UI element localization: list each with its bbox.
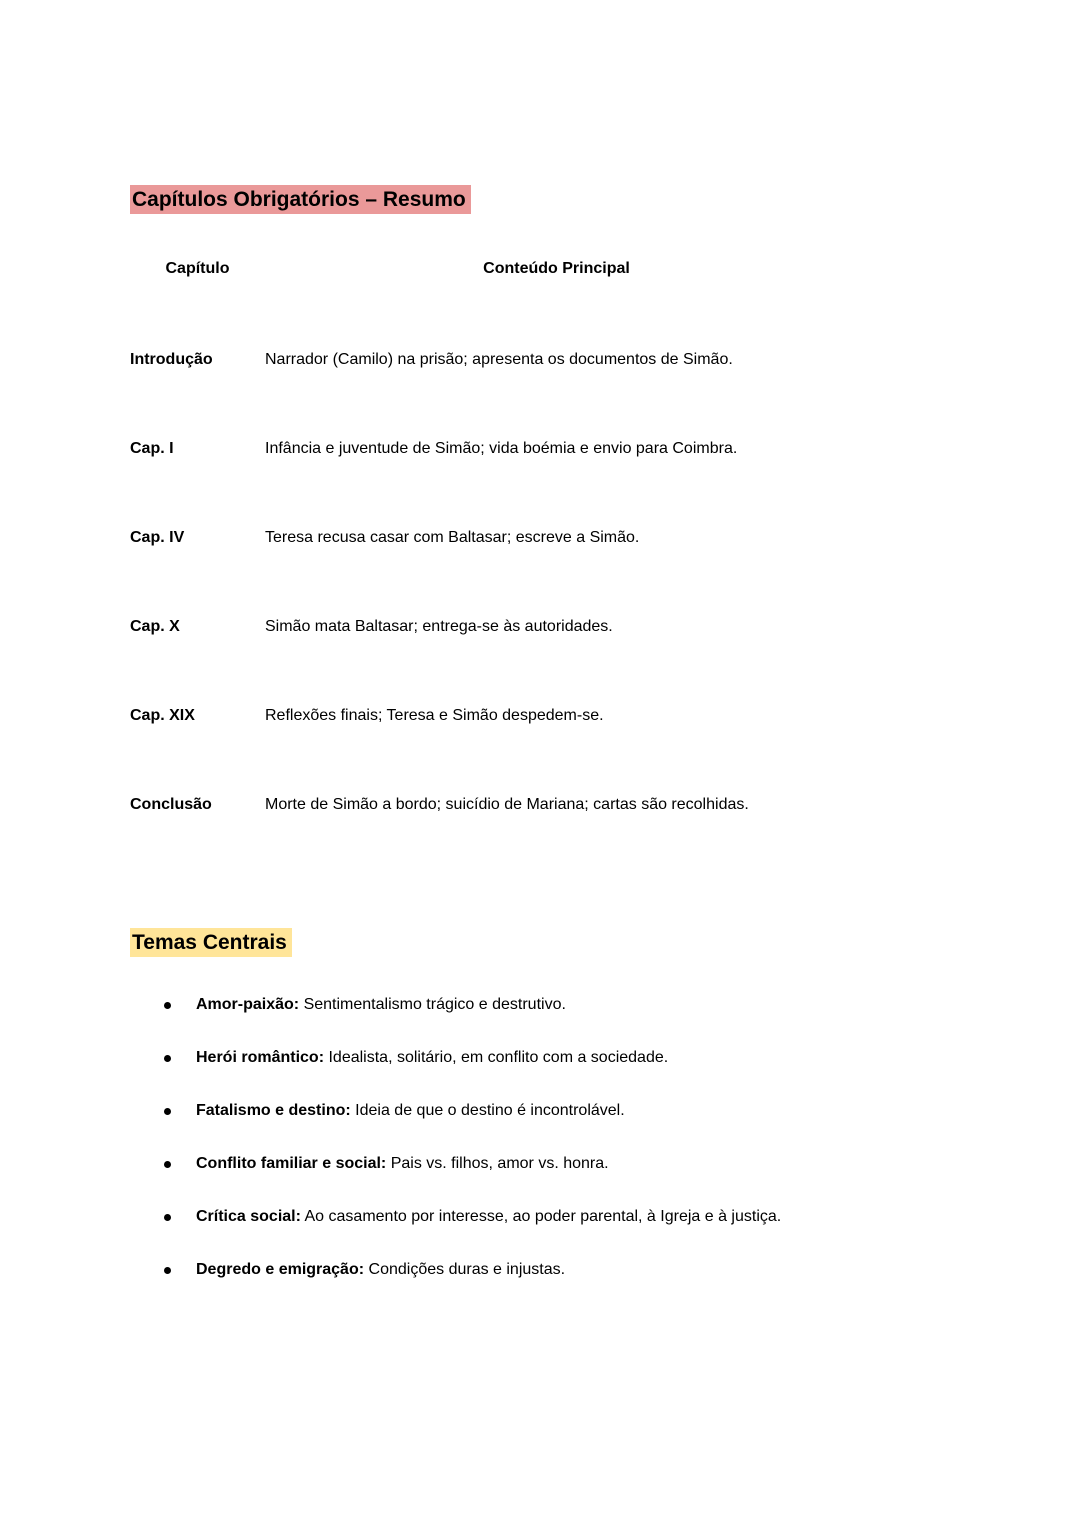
theme-text (196, 995, 566, 1015)
chapters-heading-text: Capítulos Obrigatórios – Resumo (130, 185, 471, 214)
theme-term: Degredo e emigração: (196, 1261, 365, 1278)
chapter-cell: Cap. XIX (130, 707, 195, 724)
chapter-cell: Conclusão (130, 796, 212, 813)
theme-description: Ideia de que o destino é incontrolável. (355, 1102, 625, 1119)
bullet-marker (164, 1267, 171, 1274)
theme-description: Ao casamento por interesse, ao poder parental, à Igreja e à justiça. (304, 1208, 782, 1225)
content-cell: Reflexões finais; Teresa e Simão despedem-se. (265, 707, 604, 724)
theme-term: Herói romântico: (196, 1049, 325, 1066)
table-row (130, 346, 848, 435)
theme-description: Sentimentalismo trágico e destrutivo. (303, 996, 566, 1013)
content-cell: Infância e juventude de Simão; vida boémia e envio para Coimbra. (265, 440, 738, 457)
theme-text (196, 1154, 609, 1174)
content-cell: Teresa recusa casar com Baltasar; escreve a Simão. (265, 529, 640, 546)
themes-list (130, 995, 960, 1280)
table-row (130, 524, 848, 613)
bullet-marker (164, 1002, 171, 1009)
content-cell: Morte de Simão a bordo; suicídio de Mariana; cartas são recolhidas. (265, 796, 749, 813)
table-row (130, 702, 848, 791)
list-item (130, 1260, 960, 1280)
document-content (130, 185, 960, 1313)
chapter-cell: Introdução (130, 351, 213, 368)
section-heading-themes (130, 928, 960, 958)
theme-description: Pais vs. filhos, amor vs. honra. (390, 1155, 609, 1172)
table-header-row (130, 258, 848, 346)
bullet-marker (164, 1055, 171, 1062)
chapter-cell: Cap. IV (130, 529, 185, 546)
chapter-cell: Cap. X (130, 618, 180, 635)
list-item (130, 1207, 960, 1227)
theme-text (196, 1048, 668, 1068)
table-row (130, 791, 848, 880)
theme-text (196, 1207, 781, 1227)
list-item (130, 995, 960, 1015)
theme-description: Condições duras e injustas. (368, 1261, 566, 1278)
column-header-capitulo: Capítulo (165, 260, 230, 277)
content-cell: Narrador (Camilo) na prisão; apresenta os documentos de Simão. (265, 351, 733, 368)
column-header-conteudo-principal: Conteúdo Principal (483, 260, 630, 277)
theme-description: Idealista, solitário, em conflito com a sociedade. (328, 1049, 669, 1066)
theme-term: Conflito familiar e social: (196, 1155, 387, 1172)
bullet-marker (164, 1161, 171, 1168)
content-cell: Simão mata Baltasar; entrega-se às autoridades. (265, 618, 613, 635)
bullet-marker (164, 1214, 171, 1221)
theme-term: Amor-paixão: (196, 996, 300, 1013)
theme-term: Fatalismo e destino: (196, 1102, 351, 1119)
theme-text (196, 1260, 565, 1280)
table-row (130, 435, 848, 524)
bullet-marker (164, 1108, 171, 1115)
theme-text (196, 1101, 625, 1121)
list-item (130, 1048, 960, 1068)
chapters-table (130, 258, 848, 880)
list-item (130, 1101, 960, 1121)
section-heading-chapters (130, 185, 960, 215)
theme-term: Crítica social: (196, 1208, 301, 1225)
list-item (130, 1154, 960, 1174)
themes-heading-text: Temas Centrais (130, 928, 292, 957)
table-row (130, 613, 848, 702)
chapter-cell: Cap. I (130, 440, 174, 457)
